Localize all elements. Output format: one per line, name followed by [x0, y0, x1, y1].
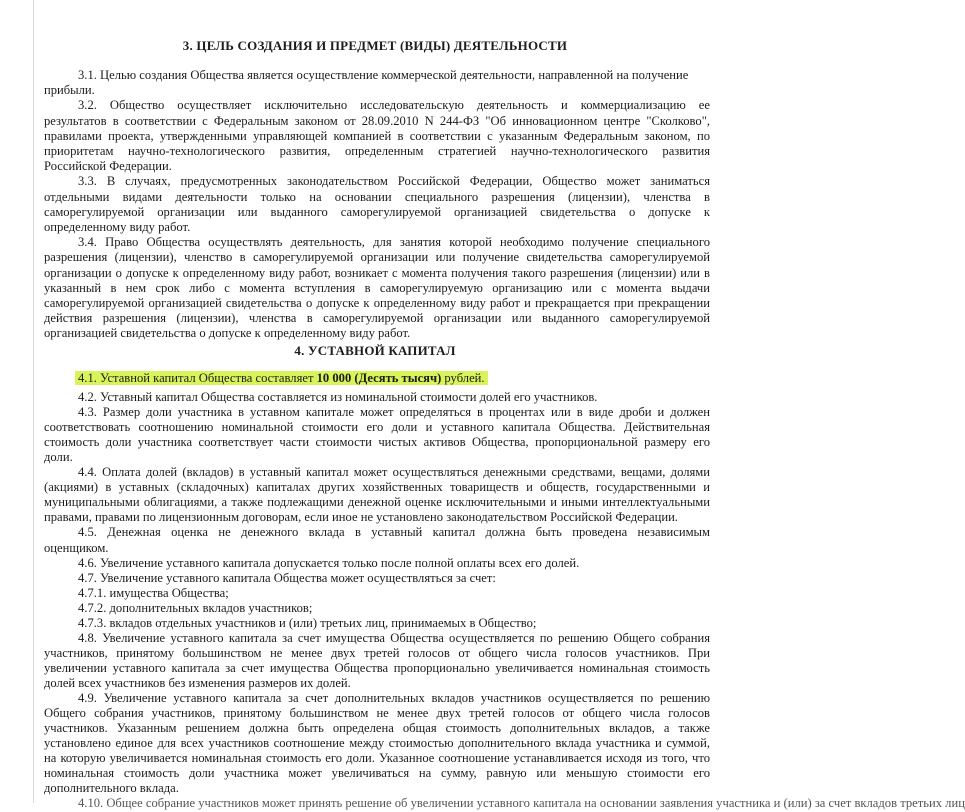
- s4-text-line: 4.3. Размер доли участника в уставном капитале может определяться в процентах или в виде дроби и должен: [78, 405, 710, 419]
- s3-text-line: определенному виду работ.: [44, 220, 191, 234]
- s3-text-line: 3.3. В случаях, предусмотренных законодательством Российской Федерации, Общество может заниматься: [78, 174, 710, 188]
- s4-text-line: 4.8. Увеличение уставного капитала за счет имущества Общества осуществляется по решению Общего собрания: [78, 631, 710, 645]
- s4-text-line: правами, правами по лицензионным договорам, если иное не установлено законодательством Российской Федерации.: [44, 510, 678, 524]
- capital-amount: 10 000 (Десять тысяч): [316, 371, 442, 385]
- s3-text-line: саморегулируемой организации или выданного саморегулируемой организацией свидетельства о допуске к: [44, 205, 710, 219]
- s3-text-line: 3.4. Право Общества осуществлять деятельность, для занятия которой необходимо получение специального: [78, 235, 710, 249]
- s3-text-line: действия разрешения (лицензии), членства в саморегулируемой организации или выданного саморегулируемой: [44, 311, 710, 325]
- s3-text-line: правилами проекта, утвержденными управляющей компанией в соответствии с указанным Федеральным законом, по: [44, 129, 710, 143]
- s4-text-line: доли.: [44, 450, 73, 464]
- s4-text-line: 4.10. Общее собрание участников может принять решение об увеличении уставного капитала на основании заявления участника и (или) за счет вкладов третьих лиц: [78, 796, 965, 810]
- s4-text-line: соответствовать соотношению номинальной стоимости его доли и уставного капитала Общества. Действительная: [44, 420, 710, 434]
- clause-4-1-highlighted: 4.1. Уставной капитал Общества составляет 10 000 (Десять тысяч) рублей.: [78, 370, 488, 387]
- s3-text-line: результатов в соответствии с Федеральным законом от 28.09.2010 N 244-ФЗ "Об инновационном центре "Сколково",: [44, 114, 710, 128]
- section-4-title: 4. УСТАВНОЙ КАПИТАЛ: [294, 343, 456, 358]
- s4-text-line: оценщиком.: [44, 541, 109, 555]
- s3-text-line: саморегулируемой организацией свидетельства о допуске к определенному виду работ и прекращается при прекращении: [44, 296, 710, 310]
- s3-text-line: организацией свидетельства о допуске к определенному виду работ.: [44, 326, 411, 340]
- s3-text-line: отдельными видами деятельности только на основании специального разрешения (лицензии), членства в: [44, 190, 710, 204]
- s4-text-line: установлено единое для всех участников соотношение между стоимостью дополнительного вклада участника и суммой,: [44, 736, 710, 750]
- page-edge-shadow: [33, 0, 34, 803]
- s4-text-line: 4.7.3. вкладов отдельных участников и (или) третьих лиц, принимаемых в Общество;: [78, 616, 537, 630]
- s4-text-line: (акциями) в уставных (складочных) капиталах других хозяйственных товариществ и обществ, государственными и: [44, 480, 710, 494]
- s4-text-line: долей всех участников без изменения размеров их долей.: [44, 676, 351, 690]
- s3-text-line: организации о допуске к определенному виду работ, возникает с момента получения такого разрешения (лицензии) или в: [44, 266, 710, 280]
- s4-text-line: 4.7. Увеличение уставного капитала Общества может осуществляться за счет:: [78, 571, 496, 585]
- s4-text-line: увеличении уставного капитала за счет имущества Общества пропорционально увеличивается номинальная стоимость: [44, 661, 710, 675]
- s4-text-line: 4.5. Денежная оценка не денежного вклада в уставный капитал должна быть проведена независимым: [78, 525, 710, 539]
- s4-text-line: участников, принятому большинством не менее двух третей голосов от общего числа голосов участников. При: [44, 646, 710, 660]
- s4-text-line: 4.4. Оплата долей (вкладов) в уставный капитал может осуществляться денежными средствами, вещами, долями: [78, 465, 710, 479]
- s3-text-line: указанный в нем срок либо с момента вступления в саморегулируемую организацию или с момента выдачи: [44, 281, 710, 295]
- s3-text-line: Российской Федерации.: [44, 159, 172, 173]
- s3-text-line: прибыли.: [44, 83, 95, 97]
- s4-text-line: муниципальными облигациями, а также подлежащими денежной оценке исключительными и иными интеллектуальными: [44, 495, 710, 509]
- s3-text-line: приоритетам научно-технологического развития, определенным стратегией научно-технологического развития: [44, 144, 710, 158]
- s4-text-line: дополнительного вклада.: [44, 781, 179, 795]
- s4-text-line: 4.7.1. имущества Общества;: [78, 586, 229, 600]
- s4-text-line: на которую увеличивается номинальная стоимость его доли. Указанное соотношение устанавливается исходя из того, что: [44, 751, 710, 765]
- s4-text-line: Общего собрания участников, принятому большинством не менее двух третей голосов от общего числа голосов: [44, 706, 710, 720]
- section-3-title: 3. ЦЕЛЬ СОЗДАНИЯ И ПРЕДМЕТ (ВИДЫ) ДЕЯТЕЛЬНОСТИ: [182, 38, 568, 53]
- s4-text-line: 4.9. Увеличение уставного капитала за счет дополнительных вкладов участников осуществляется по решению: [78, 691, 710, 705]
- s3-text-line: 3.1. Целью создания Общества является осуществление коммерческой деятельности, направленной на получение: [78, 68, 689, 82]
- s4-text-line: номинальная стоимость доли участника может увеличиваться на сумму, равную или меньшую стоимости его: [44, 766, 710, 780]
- s4-text-line: стоимость доли участника соответствует части стоимости чистых активов Общества, пропорциональной размеру его: [44, 435, 710, 449]
- s4-text-line: 4.7.2. дополнительных вкладов участников;: [78, 601, 313, 615]
- s3-text-line: 3.2. Общество осуществляет исключительно исследовательскую деятельность и коммерциализацию ее: [78, 98, 710, 112]
- s4-text-line: 4.6. Увеличение уставного капитала допускается только после полной оплаты всех его долей.: [78, 556, 580, 570]
- s4-text-line: 4.2. Уставный капитал Общества составляется из номинальной стоимости долей его участников.: [78, 390, 598, 404]
- s3-text-line: разрешения (лицензии), членство в саморегулируемой организации или получение свидетельства саморегулируемой: [44, 250, 710, 264]
- s4-text-line: участников. Указанным решением должна быть определена общая стоимость дополнительных вкладов, а также: [44, 721, 710, 735]
